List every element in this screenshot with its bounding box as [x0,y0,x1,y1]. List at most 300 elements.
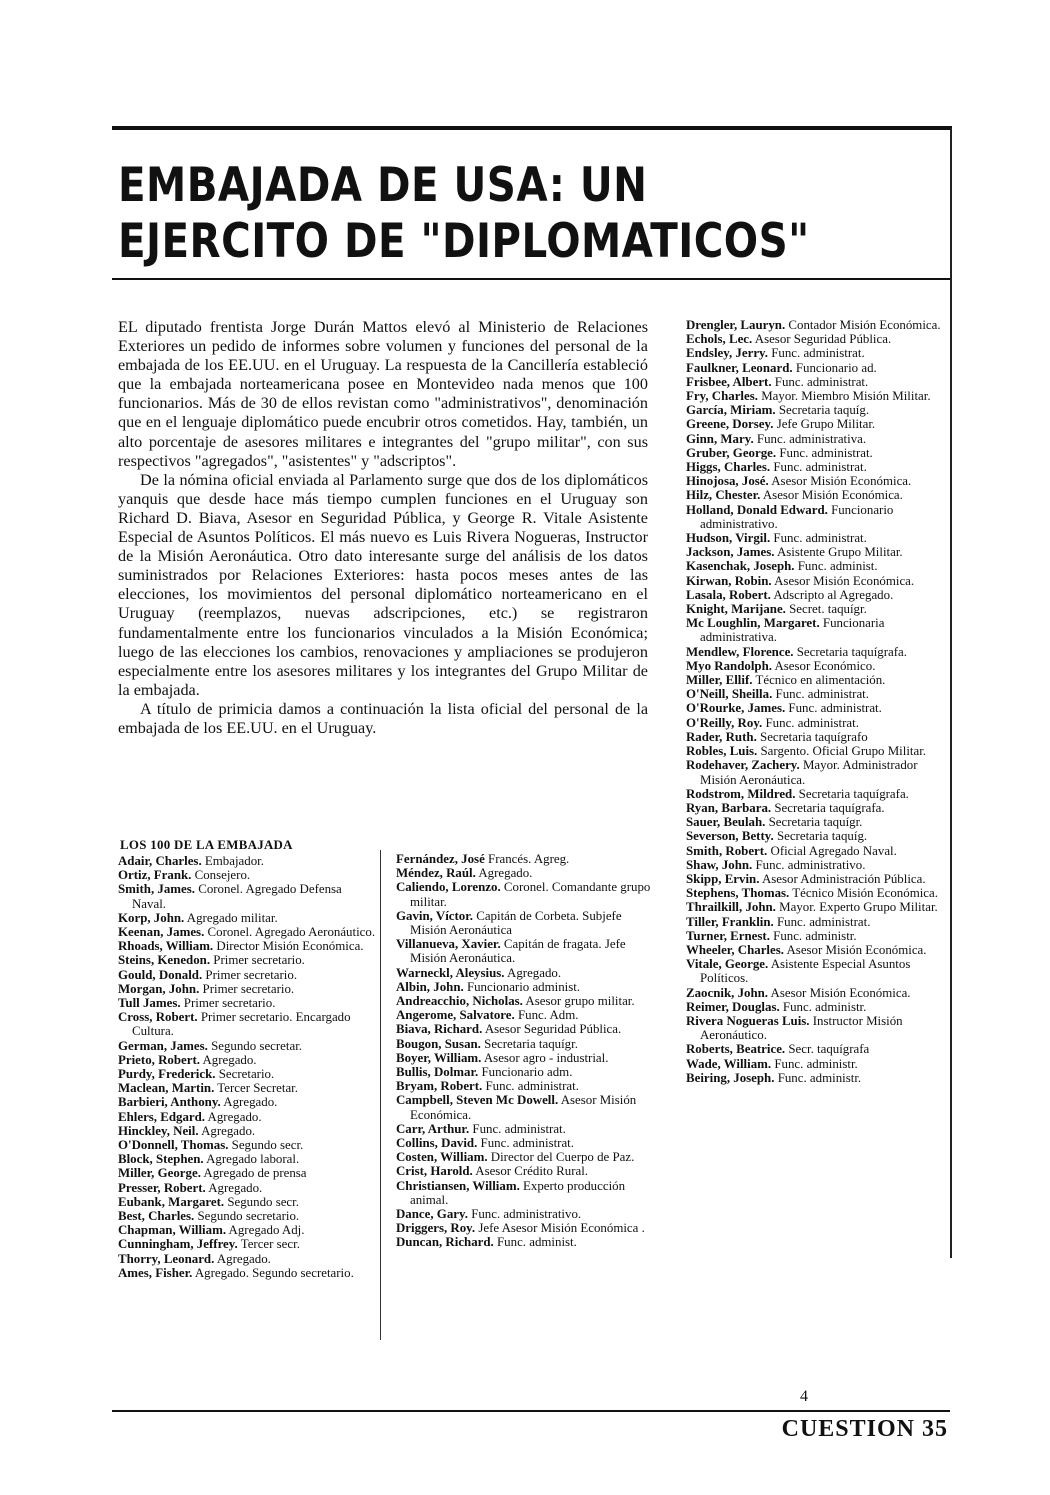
staff-entry [686,1071,948,1085]
staff-name: O'Rourke, James. [686,701,786,716]
staff-entry [118,1237,378,1251]
staff-name: Hilz, Chester. [686,488,761,503]
staff-name: Kasenchak, Joseph. [686,559,795,574]
staff-role: Secretaria taquígr. [765,815,863,830]
staff-entry [686,915,948,929]
staff-name: Best, Charles. [118,1209,195,1224]
staff-name: Mendlew, Florence. [686,644,794,659]
staff-name: Ames, Fisher. [118,1265,193,1280]
staff-entry [686,503,948,531]
staff-name: Wheeler, Charles. [686,942,784,957]
staff-role: Segundo secr. [228,1138,304,1153]
staff-entry [686,389,948,403]
staff-role: Secretaria taquíg. [775,403,870,418]
staff-role: Func. administrat. [477,1136,574,1151]
staff-role: Agregado. [475,866,533,881]
staff-entry [118,1095,378,1109]
staff-entry [686,531,948,545]
staff-name: Frisbee, Albert. [686,374,772,389]
staff-role: Agregado. [199,1052,257,1067]
staff-role: Capitán de Corbeta. Subjefe Misión Aeronáutica [410,908,622,938]
staff-role: Func. administrat. [768,346,865,361]
staff-role: Asesor Misión Económica. [768,474,912,489]
list-title: LOS 100 DE LA EMBAJADA [120,838,293,852]
staff-name: Hinckley, Neil. [118,1123,199,1138]
staff-name: Robles, Luis. [686,744,758,759]
staff-entry [686,403,948,417]
staff-name: Bryam, Robert. [396,1079,483,1094]
staff-entry [118,1252,378,1266]
staff-role: Agregado. [504,965,562,980]
staff-name: Ryan, Barbara. [686,800,772,815]
staff-name: Caliendo, Lorenzo. [396,880,501,895]
staff-entry [686,616,948,644]
staff-role: Func. administrativa. [753,431,867,446]
staff-entry [396,1037,654,1051]
staff-role: Secretaria taquíg. [773,829,868,844]
staff-name: German, James. [118,1038,208,1053]
staff-name: Dance, Gary. [396,1207,468,1222]
staff-role: Capitán de fragata. Jefe Misión Aeronáutica. [410,937,626,966]
intro-paragraph-3: A título de primicia damos a continuación la lista oficial del personal de la embajada de los EE.UU. en el Uruguay. [118,699,648,737]
staff-entry [118,1223,378,1237]
staff-name: Angerome, Salvatore. [396,1008,515,1023]
staff-role: Embajador. [201,854,264,868]
staff-role: Funcionario adm. [478,1065,573,1080]
staff-entry [396,1122,654,1136]
column-divider [380,850,381,1340]
staff-name: Cunningham, Jeffrey. [118,1237,238,1252]
staff-entry [686,673,948,687]
staff-name: Boyer, William. [396,1050,482,1065]
staff-entry [118,1010,378,1038]
staff-role: Func. Adm. [514,1008,579,1023]
staff-entry [118,1067,378,1081]
staff-entry [686,602,948,616]
staff-entry [686,346,948,360]
staff-role: Func. administrat. [776,445,873,460]
staff-name: Jackson, James. [686,545,775,560]
staff-entry [118,882,378,910]
staff-name: Turner, Ernest. [686,928,770,943]
staff-entry [686,559,948,573]
staff-name: Campbell, Steven Mc Dowell. [396,1093,559,1108]
staff-role: Coronel. Agregado Aeronáutico. [204,925,376,940]
staff-entry [686,574,948,588]
staff-name: Wade, William. [686,1056,772,1071]
staff-role: Func. administrativo. [467,1207,582,1222]
staff-name: Rader, Ruth. [686,729,757,744]
staff-entry [686,716,948,730]
staff-role: Asesor Seguridad Pública. [482,1022,622,1037]
staff-entry [396,1051,654,1065]
headline-line-2: EJERCITO DE "DIPLOMATICOS" [118,214,810,269]
staff-role: Agregado de prensa [200,1166,307,1181]
staff-entry [118,1110,378,1124]
staff-entry [686,900,948,914]
staff-name: Tiller, Franklin. [686,914,774,929]
staff-name: Prieto, Robert. [118,1052,200,1067]
staff-role: Func. administ. [794,559,878,574]
staff-entry [396,966,654,980]
staff-name: Keenan, James. [118,925,205,940]
staff-name: Tull James. [118,996,181,1011]
staff-name: Fry, Charles. [686,389,758,404]
staff-role: Técnico Misión Económica. [789,886,938,901]
staff-entry [686,375,948,389]
staff-name: Eubank, Margaret. [118,1194,225,1209]
staff-role: Segundo secretario. [194,1209,300,1224]
staff-name: Rhoads, William. [118,939,214,954]
staff-role: Asesor Misión Económica. [768,985,911,1000]
staff-name: Bullis, Dolmar. [396,1065,479,1080]
staff-role: Func. administrat. [482,1079,579,1094]
staff-role: Agregado. [214,1251,271,1266]
staff-entry [686,872,948,886]
staff-entry [686,545,948,559]
staff-name: Andreacchio, Nicholas. [396,994,523,1009]
staff-entry [396,1093,654,1121]
staff-name: O'Neill, Sheilla. [686,687,773,702]
staff-role: Agregado militar. [184,910,278,925]
staff-name: Rodstrom, Mildred. [686,786,796,801]
staff-entry [396,880,654,908]
staff-name: Echols, Lec. [686,332,753,347]
staff-entry [396,1164,654,1178]
staff-role: Sargento. Oficial Grupo Militar. [757,744,927,759]
staff-role: Primer secretario. [210,953,305,968]
staff-name: Miller, George. [118,1166,201,1181]
staff-name: Hinojosa, José. [686,474,769,489]
staff-role: Experto producción animal. [410,1178,626,1207]
staff-role: Funcionario ad. [792,360,877,375]
staff-role: Func. administrat. [762,715,859,730]
staff-name: Thrailkill, John. [686,900,776,915]
staff-entry [396,1235,654,1249]
staff-role: Primer secretario. Encargado Cultura. [132,1010,351,1039]
staff-entry [118,1124,378,1138]
staff-entry [686,701,948,715]
staff-entry [118,868,378,882]
staff-role: Director Misión Económica. [213,939,364,954]
staff-role: Func. administ. [493,1235,577,1250]
staff-entry [118,1195,378,1209]
staff-name: Endsley, Jerry. [686,346,769,361]
staff-name: Holland, Donald Edward. [686,502,828,517]
staff-name: Costen, William. [396,1150,488,1165]
staff-role: Func. administrat. [771,374,869,389]
staff-entry [686,730,948,744]
staff-role: Coronel. Agregado Defensa Naval. [132,882,342,911]
intro-paragraph-1: EL diputado frentista Jorge Durán Mattos elevó al Ministerio de Relaciones Exteriores un pedido de informes sobre volumen y funciones del personal de la embajada de los EE.UU. en el Uruguay. La respuesta de la Cancillería estableció que la embajada norteamericana posee en Montevideo nada menos que 100 funcionarios. Más de 30 de ellos revistan como "administrativos", denominación que en el lenguaje diplomático puede encubrir otros cometidos. Hay, también, un alto porcentaje de asesores militares e integrantes del "grupo militar", con sus respectivos "agregados", "asistentes" y "adscriptos". [118,318,648,470]
staff-role: Func. administrat. [785,701,882,716]
staff-name: O'Donnell, Thomas. [118,1138,229,1153]
staff-role: Func. administrat. [770,460,867,475]
staff-entry [396,994,654,1008]
staff-entry [686,1042,948,1056]
staff-role: Secretaria taquígrafa. [771,800,885,815]
staff-name: Ortiz, Frank. [118,868,192,883]
staff-entry [118,968,378,982]
staff-role: Jefe Asesor Misión Económica . [475,1221,645,1236]
staff-role: Coronel. Comandante grupo militar. [410,880,651,909]
staff-entry [686,744,948,758]
staff-entry [686,844,948,858]
staff-entry [686,446,948,460]
staff-role: Mayor. Administrador Misión Aeronáutica. [700,758,918,787]
staff-entry [118,982,378,996]
staff-entry [686,474,948,488]
staff-role: Secretario. [215,1067,275,1082]
staff-name: Duncan, Richard. [396,1235,494,1250]
staff-role: Asesor Misión Económica. [410,1093,637,1122]
staff-name: Higgs, Charles. [686,460,771,475]
staff-role: Asesor Crédito Rural. [472,1164,589,1179]
staff-entry [396,1179,654,1207]
staff-entry [396,909,654,937]
staff-entry [118,911,378,925]
staff-name: Chapman, William. [118,1223,227,1238]
staff-role: Agregado. [205,1109,262,1124]
staff-name: Mc Loughlin, Margaret. [686,616,820,631]
staff-role: Func. administrat. [773,914,871,929]
staff-role: Secretaria taquígrafo [756,729,868,744]
staff-role: Consejero. [191,868,251,883]
staff-name: Vitale, George. [686,957,769,972]
staff-role: Func. administrat. [772,687,869,702]
staff-role: Asesor agro - industrial. [481,1050,609,1065]
staff-name: Roberts, Beatrice. [686,1042,786,1057]
staff-role: Func. administrat. [770,531,867,546]
staff-role: Francés. Agreg. [484,852,570,866]
staff-role: Agregado. [220,1095,278,1110]
staff-entry [396,1022,654,1036]
staff-entry [686,815,948,829]
staff-role: Funcionaria administrativa. [700,616,885,645]
staff-role: Primer secretario. [180,996,276,1011]
staff-entry [686,1014,948,1042]
staff-role: Agregado. [205,1180,263,1195]
staff-name: Fernández, José [396,852,485,866]
staff-name: Cross, Robert. [118,1010,198,1025]
staff-name: Lasala, Robert. [686,587,771,602]
staff-entry [686,1057,948,1071]
staff-entry [396,1207,654,1221]
staff-role: Asistente Grupo Militar. [774,545,903,560]
staff-role: Agregado laboral. [203,1152,300,1167]
staff-role: Tercer secr. [237,1237,300,1252]
staff-name: Gavin, Víctor. [396,908,473,923]
staff-role: Oficial Agregado Naval. [767,843,897,858]
staff-entry [686,886,948,900]
staff-role: Asesor Administración Pública. [759,871,926,886]
staff-entry [396,937,654,965]
staff-name: Adair, Charles. [118,854,202,868]
staff-entry [396,1150,654,1164]
staff-name: Smith, Robert. [686,843,768,858]
staff-role: Asesor Misión Económica. [771,573,915,588]
headline [118,158,810,270]
staff-entry [118,1266,378,1280]
staff-entry [118,925,378,939]
staff-entry [396,980,654,994]
staff-entry [118,1152,378,1166]
footer-rule [112,1410,950,1412]
staff-entry [118,1181,378,1195]
staff-role: Segundo secr. [224,1194,299,1209]
staff-entry [396,1221,654,1235]
headline-line-1: EMBAJADA DE USA: UN [118,158,648,213]
staff-role: Func. administr. [779,999,867,1014]
staff-name: Reimer, Douglas. [686,999,780,1014]
staff-role: Técnico en alimentación. [752,673,886,688]
staff-name: Sauer, Beulah. [686,815,766,830]
staff-entry [686,332,948,346]
staff-name: Severson, Betty. [686,829,774,844]
staff-role: Mayor. Experto Grupo Militar. [775,900,938,915]
staff-name: Zaocnik, John. [686,985,769,1000]
staff-name: Gould, Donald. [118,967,203,982]
staff-name: García, Miriam. [686,403,776,418]
staff-name: Barbieri, Anthony. [118,1095,221,1110]
staff-name: Morgan, John. [118,981,200,996]
staff-entry [686,758,948,786]
staff-name: Villanueva, Xavier. [396,937,501,952]
staff-name: Presser, Robert. [118,1180,206,1195]
staff-name: Ginn, Mary. [686,431,754,446]
staff-role: Adscripto al Agregado. [770,587,894,602]
staff-entry [686,801,948,815]
staff-name: Beiring, Joseph. [686,1070,775,1085]
staff-name: Driggers, Roy. [396,1221,476,1236]
staff-name: Stephens, Thomas. [686,886,790,901]
staff-entry [118,1209,378,1223]
staff-role: Asistente Especial Asuntos Políticos. [700,957,911,986]
staff-entry [686,929,948,943]
staff-entry [686,460,948,474]
staff-role: Secretaria taquígrafa. [795,786,909,801]
headline-rule [112,278,950,280]
staff-role: Secret. taquígr. [785,602,867,617]
staff-role: Primer secretario. [202,967,298,982]
staff-name: Bougon, Susan. [396,1036,481,1051]
staff-role: Func. administrat. [469,1121,566,1136]
staff-role: Secretaria taquígr. [480,1036,578,1051]
staff-role: Func. administr. [771,1056,858,1071]
page-mark: 4 [800,1388,808,1405]
staff-list-right [686,318,948,1085]
staff-entry [686,957,948,985]
staff-entry [118,996,378,1010]
staff-entry [686,645,948,659]
staff-name: Maclean, Martin. [118,1081,215,1096]
staff-name: Ehlers, Edgard. [118,1109,206,1124]
staff-name: Gruber, George. [686,445,777,460]
staff-entry [396,1065,654,1079]
staff-name: Drengler, Lauryn. [686,318,786,332]
staff-role: Agregado. [198,1123,256,1138]
staff-entry [686,659,948,673]
staff-name: Kirwan, Robin. [686,573,772,588]
staff-name: Greene, Dorsey. [686,417,774,432]
staff-name: Thorry, Leonard. [118,1251,215,1266]
staff-role: Asesor Seguridad Pública. [752,332,892,347]
staff-entry [118,939,378,953]
staff-role: Instructor Misión Aeronáutico. [700,1013,903,1043]
staff-list-left [118,854,378,1280]
staff-role: Secretaria taquígrafa. [793,644,907,659]
staff-role: Mayor. Miembro Misión Militar. [757,389,931,404]
staff-entry [396,1008,654,1022]
staff-entry [118,1166,378,1180]
staff-role: Agregado Adj. [226,1223,305,1238]
staff-role: Func. administr. [774,1070,862,1085]
staff-entry [686,417,948,431]
staff-name: Myo Randolph. [686,658,772,673]
staff-role: Asesor Económico. [771,658,876,673]
staff-entry [686,488,948,502]
staff-entry [686,787,948,801]
staff-name: Miller, Ellif. [686,673,753,688]
staff-name: Faulkner, Leonard. [686,360,793,375]
staff-name: Carr, Arthur. [396,1121,470,1136]
staff-name: Méndez, Raúl. [396,866,476,881]
staff-name: Rodehaver, Zachery. [686,758,800,773]
staff-entry [118,1081,378,1095]
staff-entry [396,1136,654,1150]
staff-name: Knight, Marijane. [686,602,786,617]
staff-name: Skipp, Ervin. [686,871,760,886]
staff-role: Asesor grupo militar. [522,994,635,1009]
staff-name: Biava, Richard. [396,1022,483,1037]
staff-entry [118,953,378,967]
staff-role: Secr. taquígrafa [785,1042,870,1057]
staff-entry [686,687,948,701]
staff-role: Funcionario administrativo. [700,502,894,531]
staff-name: O'Reilly, Roy. [686,715,763,730]
staff-name: Crist, Harold. [396,1164,473,1179]
staff-name: Shaw, John. [686,857,753,872]
staff-entry [686,829,948,843]
staff-list-middle [396,852,654,1250]
staff-name: Rivera Nogueras Luis. [686,1013,810,1028]
staff-role: Func. administrativo. [752,857,866,872]
staff-entry [118,854,378,868]
staff-name: Christiansen, William. [396,1178,520,1193]
staff-role: Jefe Grupo Militar. [773,417,876,432]
staff-name: Korp, John. [118,910,185,925]
staff-entry [118,1138,378,1152]
staff-name: Hudson, Virgil. [686,531,771,546]
intro-text [118,318,648,738]
staff-role: Segundo secretar. [207,1038,303,1053]
staff-entry [686,986,948,1000]
staff-name: Smith, James. [118,882,195,897]
staff-name: Block, Stephen. [118,1152,204,1167]
staff-entry [686,361,948,375]
staff-name: Purdy, Frederick. [118,1067,216,1082]
staff-entry [686,432,948,446]
staff-entry [686,943,948,957]
staff-entry [686,318,948,332]
staff-entry [686,1000,948,1014]
staff-entry [396,852,654,866]
staff-role: Contador Misión Económica. [785,318,941,332]
page-footer: CUESTION 35 [781,1416,948,1442]
staff-role: Func. administr. [769,928,857,943]
staff-entry [118,1053,378,1067]
staff-entry [686,588,948,602]
